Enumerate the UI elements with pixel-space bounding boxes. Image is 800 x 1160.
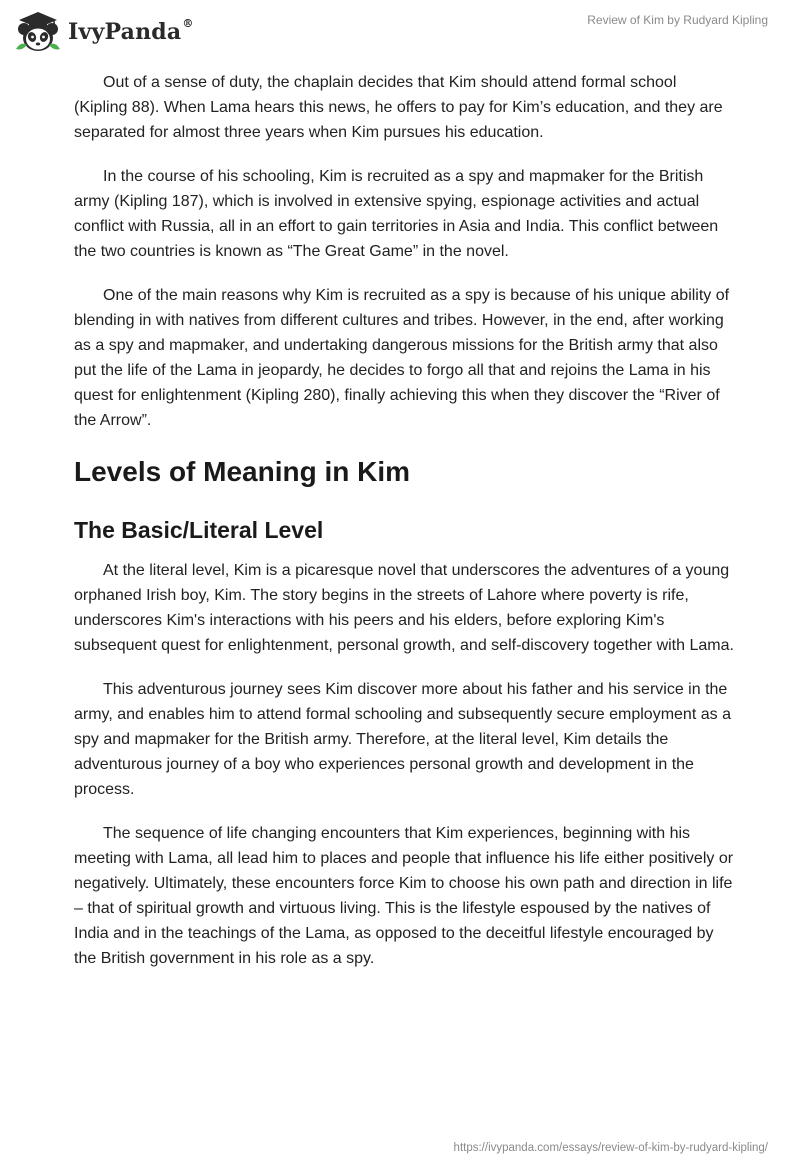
page-header: [0, 0, 800, 70]
document-title: Review of Kim by Rudyard Kipling: [587, 13, 768, 27]
paragraph: At the literal level, Kim is a picaresque novel that underscores the adventures of a young orphaned Irish boy, Kim. The story begins in the streets of Lahore where poverty is rife, underscores Kim's interactions with his peers and his elders, before exploring Kim's subsequent quest for enlightenment, personal growth, and self-discovery together with Lama.: [74, 562, 734, 654]
subsection-heading: The Basic/Literal Level: [74, 517, 324, 543]
section-heading: Levels of Meaning in Kim: [74, 456, 411, 487]
paragraph: Out of a sense of duty, the chaplain decides that Kim should attend formal school (Kipling 88). When Lama hears this news, he offers to pay for Kim’s education, and they are separated for almost three years when Kim pursues his education.: [74, 74, 723, 141]
brand-logo[interactable]: [14, 8, 194, 56]
source-url[interactable]: https://ivypanda.com/essays/review-of-kim-by-rudyard-kipling/: [453, 1142, 768, 1154]
paragraph: In the course of his schooling, Kim is recruited as a spy and mapmaker for the British army (Kipling 187), which is involved in extensive spying, espionage activities and actual conflict with Russia, all in an effort to gain territories in Asia and India. This conflict between the two countries is known as “The Great Game” in the novel.: [74, 168, 719, 260]
panda-graduation-cap-icon: [14, 9, 62, 55]
brand-name: IvyPanda®: [68, 17, 194, 45]
paragraph: One of the main reasons why Kim is recruited as a spy is because of his unique ability of blending in with natives from different cultures and tribes. However, in the end, after working as a spy and mapmaker, and undertaking dangerous missions for the British army that also put the life of the Lama in jeopardy, he decides to forgo all that and rejoins the Lama in his quest for enlightenment (Kipling 280), finally achieving this when they discover the “River of the Arrow”.: [74, 287, 730, 429]
article-body: [74, 70, 734, 990]
paragraph: This adventurous journey sees Kim discover more about his father and his service in the army, and enables him to attend formal schooling and subsequently secure employment as a spy and mapmaker for the British army. Therefore, at the literal level, Kim details the adventurous journey of a boy who experiences personal growth and development in the process.: [74, 681, 731, 798]
paragraph: The sequence of life changing encounters that Kim experiences, beginning with his meeting with Lama, all lead him to places and people that influence his life either positively or negatively. Ultimately, these encounters force Kim to choose his own path and direction in life – that of spiritual growth and virtuous living. This is the lifestyle espoused by the natives of India and in the teachings of the Lama, as opposed to the deceitful lifestyle encouraged by the British government in his role as a spy.: [74, 825, 734, 967]
